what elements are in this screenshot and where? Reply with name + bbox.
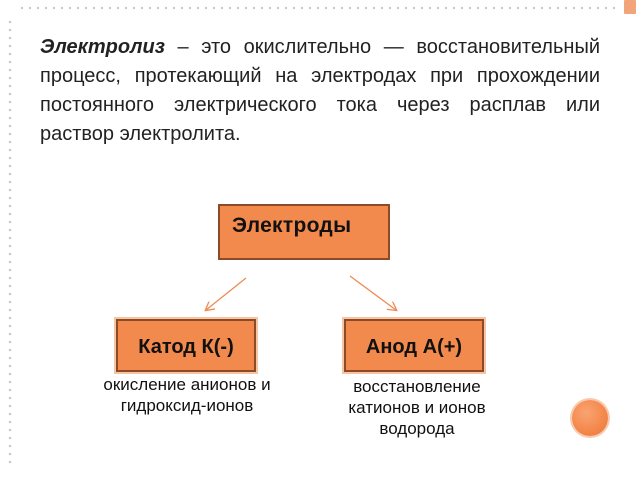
definition-term: Электролиз	[40, 36, 165, 58]
anode-label: Анод А(+)	[365, 336, 463, 358]
corner-accent-bar	[624, 0, 636, 14]
cathode-box	[116, 319, 256, 372]
electrodes-box	[218, 204, 390, 260]
anode-box	[344, 319, 484, 372]
dotted-border-top	[18, 6, 620, 10]
arrow-to-cathode	[206, 278, 246, 310]
electrodes-label: Электроды	[232, 214, 352, 237]
arrow-to-anode	[350, 276, 396, 310]
cathode-caption: окисление анионов и гидроксид-ионов	[103, 375, 271, 415]
cathode-label: Катод К(-)	[138, 336, 234, 358]
decorative-circle	[572, 400, 608, 436]
dotted-border-left	[8, 18, 12, 468]
definition-text: – это окислительно — восстановительный процесс, протекающий на электродах при прохождении постоянного электрического тока через расплав или раствор электролита.	[40, 36, 600, 145]
anode-caption: восстановление катионов и ионов водорода	[348, 377, 486, 438]
definition-paragraph	[40, 33, 600, 149]
